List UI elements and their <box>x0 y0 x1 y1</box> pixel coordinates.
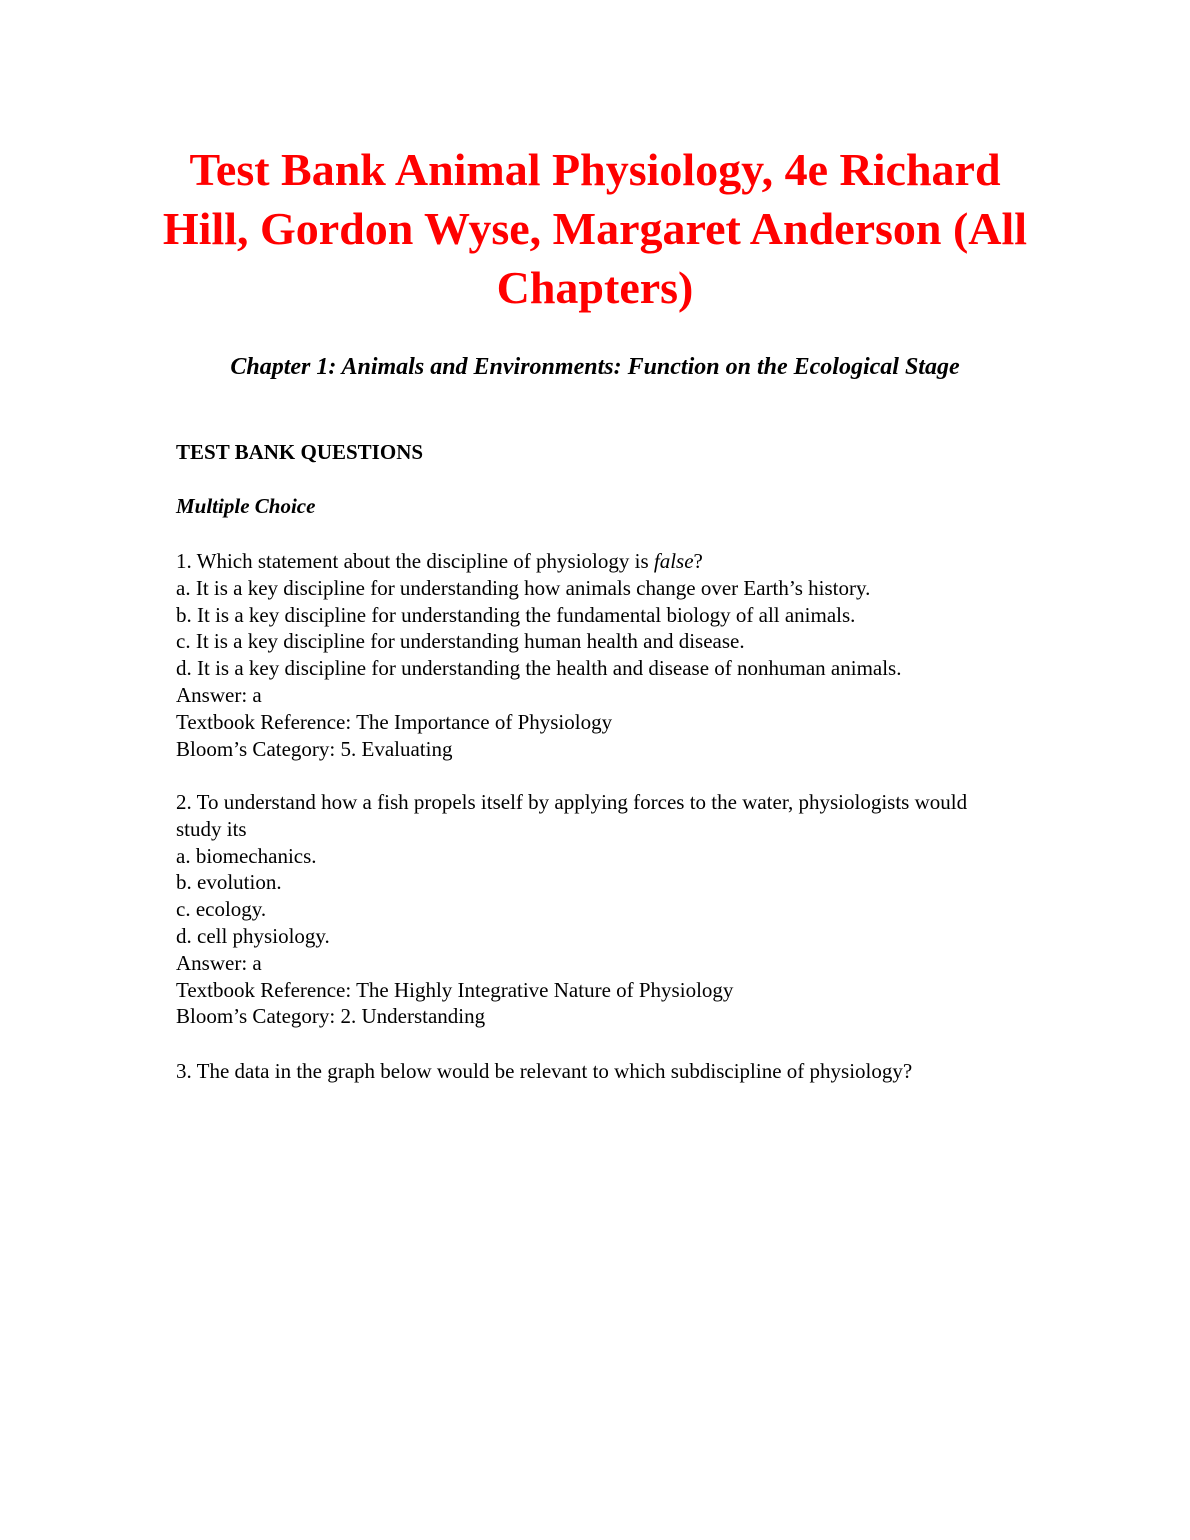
question-stem <box>176 548 1016 575</box>
answer-option-d: d. It is a key discipline for understanding the health and disease of nonhuman animals. <box>176 656 902 681</box>
answer-key: Answer: a <box>176 682 262 707</box>
question-stem: 3. The data in the graph below would be relevant to which subdiscipline of physiology? <box>176 1059 913 1083</box>
answer-option-b: b. evolution. <box>176 870 282 895</box>
question-stem: 2. To understand how a fish propels itself by applying forces to the water, physiologists would study its <box>176 790 968 841</box>
answer-option-a: a. biomechanics. <box>176 843 317 868</box>
chapter-title: Chapter 1: Animals and Environments: Function on the Ecological Stage <box>230 354 960 380</box>
blooms-category: Bloom’s Category: 5. Evaluating <box>176 736 453 761</box>
subsection-heading: Multiple Choice <box>176 494 316 518</box>
textbook-reference: Textbook Reference: The Importance of Physiology <box>176 709 613 734</box>
answer-option-a: a. It is a key discipline for understanding how animals change over Earth’s history. <box>176 575 871 600</box>
answer-option-c: c. ecology. <box>176 897 267 922</box>
answer-option-c: c. It is a key discipline for understanding human health and disease. <box>176 629 745 654</box>
question-1 <box>176 548 1016 762</box>
question-stem-text: 1. Which statement about the discipline of physiology is <box>176 549 654 573</box>
answer-option-b: b. It is a key discipline for understanding the fundamental biology of all animals. <box>176 602 856 627</box>
answer-key: Answer: a <box>176 950 262 975</box>
answer-option-d: d. cell physiology. <box>176 923 330 948</box>
question-stem-emphasis: false <box>653 549 694 573</box>
blooms-category: Bloom’s Category: 2. Understanding <box>176 1004 486 1029</box>
section-heading: TEST BANK QUESTIONS <box>176 440 424 464</box>
question-stem-end: ? <box>693 549 703 573</box>
document-title: Test Bank Animal Physiology, 4e Richard Hill, Gordon Wyse, Margaret Anderson (All Chapters) <box>162 144 1028 313</box>
question-2 <box>176 789 1016 1030</box>
question-3 <box>176 1058 1016 1085</box>
textbook-reference: Textbook Reference: The Highly Integrative Nature of Physiology <box>176 977 734 1002</box>
